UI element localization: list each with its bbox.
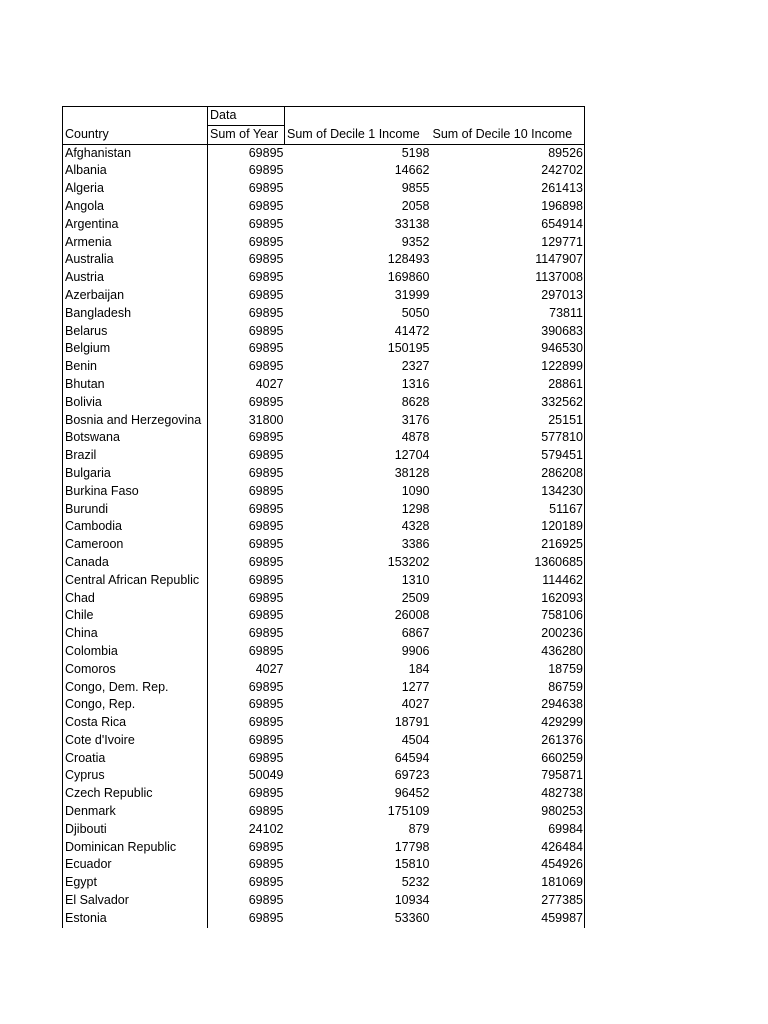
country-cell: Albania — [63, 162, 208, 180]
table-row — [63, 554, 585, 572]
table-row — [63, 323, 585, 341]
table-row — [63, 590, 585, 608]
decile-1-income-cell: 26008 — [394, 608, 430, 623]
decile-1-income-cell: 1310 — [401, 572, 430, 587]
table-row — [63, 394, 585, 412]
decile-1-income-cell: 3176 — [401, 412, 430, 427]
table-row — [63, 144, 585, 162]
decile-1-income-cell: 15810 — [394, 857, 430, 872]
sum-of-year-cell: 69895 — [248, 198, 284, 213]
decile-10-income-cell: 332562 — [431, 394, 585, 412]
table-row — [63, 679, 585, 697]
sum-of-year-cell: 69895 — [248, 537, 284, 552]
sum-of-year-cell: 69895 — [248, 910, 284, 925]
sum-of-year-cell: 4027 — [255, 376, 284, 391]
table-row — [63, 750, 585, 768]
decile-10-income-cell: 200236 — [431, 625, 585, 643]
decile-10-income-cell: 795871 — [431, 767, 585, 785]
decile-1-income-cell: 1316 — [401, 376, 430, 391]
sum-of-year-cell: 69895 — [248, 857, 284, 872]
decile-1-income-cell: 8628 — [401, 394, 430, 409]
decile-1-income-cell: 17798 — [394, 839, 430, 854]
sum-of-year-cell: 69895 — [248, 875, 284, 890]
decile-1-income-cell: 5198 — [401, 145, 430, 160]
decile-10-income-cell: 242702 — [431, 162, 585, 180]
sum-of-year-cell: 31800 — [248, 412, 284, 427]
country-cell: Canada — [63, 554, 208, 572]
table-row — [63, 625, 585, 643]
decile-10-income-cell: 25151 — [431, 412, 585, 430]
decile-10-income-cell: 459987 — [431, 910, 585, 928]
decile-10-income-cell: 286208 — [431, 465, 585, 483]
decile-10-income-cell: 120189 — [431, 518, 585, 536]
sum-of-year-cell: 69895 — [248, 839, 284, 854]
table-row — [63, 376, 585, 394]
decile-1-income-cell: 64594 — [394, 750, 430, 765]
sum-of-year-cell: 69895 — [248, 483, 284, 498]
decile-10-income-cell: 454926 — [431, 856, 585, 874]
decile-10-income-cell: 579451 — [431, 447, 585, 465]
decile-1-income-cell: 53360 — [394, 910, 430, 925]
decile-10-income-cell: 482738 — [431, 785, 585, 803]
table-row — [63, 216, 585, 234]
sum-of-year-cell: 69895 — [248, 572, 284, 587]
decile-1-income-cell: 9855 — [401, 181, 430, 196]
sum-of-year-cell: 69895 — [248, 270, 284, 285]
country-cell: Costa Rica — [63, 714, 208, 732]
sum-of-year-cell: 69895 — [248, 430, 284, 445]
sum-of-year-cell: 69895 — [248, 608, 284, 623]
country-cell: Azerbaijan — [63, 287, 208, 305]
country-cell: Cote d'Ivoire — [63, 732, 208, 750]
decile-10-income-cell: 134230 — [431, 483, 585, 501]
sum-of-year-cell: 69895 — [248, 893, 284, 908]
country-cell: Ecuador — [63, 856, 208, 874]
empty-cell — [63, 107, 208, 126]
decile-10-income-cell: 297013 — [431, 287, 585, 305]
decile-10-income-cell: 946530 — [431, 340, 585, 358]
country-cell: Comoros — [63, 661, 208, 679]
table-row — [63, 358, 585, 376]
table-row — [63, 180, 585, 198]
empty-cell — [285, 107, 431, 126]
decile-1-income-cell: 33138 — [394, 216, 430, 231]
decile-1-income-cell: 18791 — [394, 715, 430, 730]
sum-of-year-cell: 69895 — [248, 590, 284, 605]
sum-of-year-cell: 69895 — [248, 359, 284, 374]
decile-1-income-cell: 9352 — [401, 234, 430, 249]
table-row — [63, 785, 585, 803]
sum-of-year-cell: 24102 — [248, 821, 284, 836]
decile-1-income-cell: 5050 — [401, 305, 430, 320]
decile-1-income-cell: 169860 — [387, 270, 430, 285]
table-row — [63, 856, 585, 874]
header-sum-decile-10: Sum of Decile 10 Income — [431, 125, 585, 144]
decile-1-income-cell: 4504 — [401, 732, 430, 747]
decile-10-income-cell: 426484 — [431, 839, 585, 857]
table-row — [63, 821, 585, 839]
table-row — [63, 910, 585, 928]
country-cell: Australia — [63, 251, 208, 269]
table-row — [63, 429, 585, 447]
table-row — [63, 839, 585, 857]
header-sum-decile-1: Sum of Decile 1 Income — [285, 125, 431, 144]
column-header-row — [63, 125, 585, 144]
table-row — [63, 518, 585, 536]
decile-10-income-cell: 114462 — [431, 572, 585, 590]
table-row — [63, 874, 585, 892]
country-cell: Austria — [63, 269, 208, 287]
decile-1-income-cell: 128493 — [387, 252, 430, 267]
country-cell: Algeria — [63, 180, 208, 198]
country-cell: Denmark — [63, 803, 208, 821]
country-cell: Bulgaria — [63, 465, 208, 483]
table-row — [63, 305, 585, 323]
country-cell: Estonia — [63, 910, 208, 928]
country-cell: Belarus — [63, 323, 208, 341]
decile-10-income-cell: 89526 — [431, 144, 585, 162]
table-row — [63, 892, 585, 910]
decile-10-income-cell: 277385 — [431, 892, 585, 910]
table-row — [63, 732, 585, 750]
sum-of-year-cell: 69895 — [248, 181, 284, 196]
sum-of-year-cell: 69895 — [248, 501, 284, 516]
table-row — [63, 251, 585, 269]
decile-1-income-cell: 69723 — [394, 768, 430, 783]
decile-1-income-cell: 3386 — [401, 537, 430, 552]
sum-of-year-cell: 69895 — [248, 554, 284, 569]
decile-10-income-cell: 162093 — [431, 590, 585, 608]
country-cell: El Salvador — [63, 892, 208, 910]
decile-1-income-cell: 4878 — [401, 430, 430, 445]
country-cell: Cyprus — [63, 767, 208, 785]
country-cell: Angola — [63, 198, 208, 216]
sum-of-year-cell: 69895 — [248, 163, 284, 178]
table-row — [63, 234, 585, 252]
decile-10-income-cell: 51167 — [431, 501, 585, 519]
decile-10-income-cell: 261376 — [431, 732, 585, 750]
decile-10-income-cell: 1360685 — [431, 554, 585, 572]
decile-1-income-cell: 4328 — [401, 519, 430, 534]
sum-of-year-cell: 69895 — [248, 786, 284, 801]
decile-10-income-cell: 18759 — [431, 661, 585, 679]
decile-1-income-cell: 96452 — [394, 786, 430, 801]
country-cell: Bangladesh — [63, 305, 208, 323]
decile-1-income-cell: 12704 — [394, 448, 430, 463]
decile-10-income-cell: 261413 — [431, 180, 585, 198]
decile-1-income-cell: 184 — [408, 661, 430, 676]
sum-of-year-cell: 69895 — [248, 732, 284, 747]
decile-1-income-cell: 1298 — [401, 501, 430, 516]
decile-1-income-cell: 41472 — [394, 323, 430, 338]
decile-1-income-cell: 31999 — [394, 287, 430, 302]
sum-of-year-cell: 69895 — [248, 715, 284, 730]
table-row — [63, 607, 585, 625]
decile-10-income-cell: 216925 — [431, 536, 585, 554]
sum-of-year-cell: 69895 — [248, 519, 284, 534]
decile-1-income-cell: 153202 — [387, 554, 430, 569]
decile-1-income-cell: 4027 — [401, 697, 430, 712]
header-country: Country — [63, 125, 208, 144]
sum-of-year-cell: 69895 — [248, 465, 284, 480]
country-cell: Bhutan — [63, 376, 208, 394]
sum-of-year-cell: 69895 — [248, 448, 284, 463]
table-row — [63, 714, 585, 732]
decile-10-income-cell: 69984 — [431, 821, 585, 839]
sum-of-year-cell: 69895 — [248, 679, 284, 694]
sum-of-year-cell: 69895 — [248, 323, 284, 338]
sum-of-year-cell: 69895 — [248, 804, 284, 819]
sum-of-year-cell: 69895 — [248, 145, 284, 160]
sum-of-year-cell: 69895 — [248, 750, 284, 765]
sum-of-year-cell: 50049 — [248, 768, 284, 783]
sum-of-year-cell: 69895 — [248, 252, 284, 267]
table-row — [63, 412, 585, 430]
country-cell: Cameroon — [63, 536, 208, 554]
decile-10-income-cell: 980253 — [431, 803, 585, 821]
table-row — [63, 572, 585, 590]
sum-of-year-cell: 69895 — [248, 234, 284, 249]
decile-1-income-cell: 5232 — [401, 875, 430, 890]
decile-10-income-cell: 660259 — [431, 750, 585, 768]
decile-10-income-cell: 1137008 — [431, 269, 585, 287]
decile-1-income-cell: 175109 — [387, 804, 430, 819]
decile-1-income-cell: 38128 — [394, 465, 430, 480]
table-row — [63, 269, 585, 287]
table-row — [63, 803, 585, 821]
sum-of-year-cell: 69895 — [248, 697, 284, 712]
country-cell: Egypt — [63, 874, 208, 892]
sum-of-year-cell: 69895 — [248, 216, 284, 231]
decile-1-income-cell: 14662 — [394, 163, 430, 178]
decile-1-income-cell: 2327 — [401, 359, 430, 374]
country-cell: Croatia — [63, 750, 208, 768]
country-cell: Chile — [63, 607, 208, 625]
decile-1-income-cell: 2058 — [401, 198, 430, 213]
decile-10-income-cell: 436280 — [431, 643, 585, 661]
table-row — [63, 767, 585, 785]
country-cell: Armenia — [63, 234, 208, 252]
decile-10-income-cell: 28861 — [431, 376, 585, 394]
table-row — [63, 465, 585, 483]
decile-10-income-cell: 196898 — [431, 198, 585, 216]
table-row — [63, 447, 585, 465]
country-cell: Burkina Faso — [63, 483, 208, 501]
country-cell: Congo, Dem. Rep. — [63, 679, 208, 697]
decile-10-income-cell: 429299 — [431, 714, 585, 732]
sum-of-year-cell: 69895 — [248, 394, 284, 409]
table-row — [63, 661, 585, 679]
country-cell: Colombia — [63, 643, 208, 661]
table-row — [63, 536, 585, 554]
decile-1-income-cell: 9906 — [401, 643, 430, 658]
country-cell: Argentina — [63, 216, 208, 234]
pivot-data-header-row — [63, 107, 585, 126]
table-row — [63, 501, 585, 519]
decile-10-income-cell: 758106 — [431, 607, 585, 625]
decile-1-income-cell: 6867 — [401, 626, 430, 641]
data-label-cell: Data — [208, 107, 285, 126]
sum-of-year-cell: 69895 — [248, 305, 284, 320]
table-row — [63, 696, 585, 714]
country-cell: Bolivia — [63, 394, 208, 412]
sum-of-year-cell: 69895 — [248, 287, 284, 302]
header-sum-of-year: Sum of Year — [208, 125, 285, 144]
sum-of-year-cell: 4027 — [255, 661, 284, 676]
country-cell: Central African Republic — [63, 572, 208, 590]
table-row — [63, 287, 585, 305]
decile-10-income-cell: 181069 — [431, 874, 585, 892]
decile-10-income-cell: 577810 — [431, 429, 585, 447]
country-cell: Chad — [63, 590, 208, 608]
sum-of-year-cell: 69895 — [248, 643, 284, 658]
decile-1-income-cell: 10934 — [394, 893, 430, 908]
empty-cell — [431, 107, 585, 126]
country-cell: Dominican Republic — [63, 839, 208, 857]
country-cell: Czech Republic — [63, 785, 208, 803]
country-cell: Brazil — [63, 447, 208, 465]
decile-10-income-cell: 86759 — [431, 679, 585, 697]
sum-of-year-cell: 69895 — [248, 626, 284, 641]
decile-1-income-cell: 879 — [408, 821, 430, 836]
decile-1-income-cell: 1090 — [401, 483, 430, 498]
table-row — [63, 340, 585, 358]
table-row — [63, 643, 585, 661]
country-cell: Cambodia — [63, 518, 208, 536]
pivot-table — [62, 106, 585, 928]
table-row — [63, 198, 585, 216]
country-cell: Congo, Rep. — [63, 696, 208, 714]
decile-10-income-cell: 654914 — [431, 216, 585, 234]
decile-10-income-cell: 390683 — [431, 323, 585, 341]
decile-10-income-cell: 129771 — [431, 234, 585, 252]
country-cell: Djibouti — [63, 821, 208, 839]
decile-1-income-cell: 150195 — [387, 341, 430, 356]
country-cell: Bosnia and Herzegovina — [63, 412, 208, 430]
country-cell: Benin — [63, 358, 208, 376]
decile-10-income-cell: 122899 — [431, 358, 585, 376]
country-cell: Belgium — [63, 340, 208, 358]
decile-1-income-cell: 1277 — [401, 679, 430, 694]
table-row — [63, 483, 585, 501]
table-row — [63, 162, 585, 180]
decile-10-income-cell: 1147907 — [431, 251, 585, 269]
country-cell: Botswana — [63, 429, 208, 447]
sum-of-year-cell: 69895 — [248, 341, 284, 356]
country-cell: Burundi — [63, 501, 208, 519]
country-cell: China — [63, 625, 208, 643]
decile-10-income-cell: 294638 — [431, 696, 585, 714]
decile-10-income-cell: 73811 — [431, 305, 585, 323]
decile-1-income-cell: 2509 — [401, 590, 430, 605]
country-cell: Afghanistan — [63, 144, 208, 162]
